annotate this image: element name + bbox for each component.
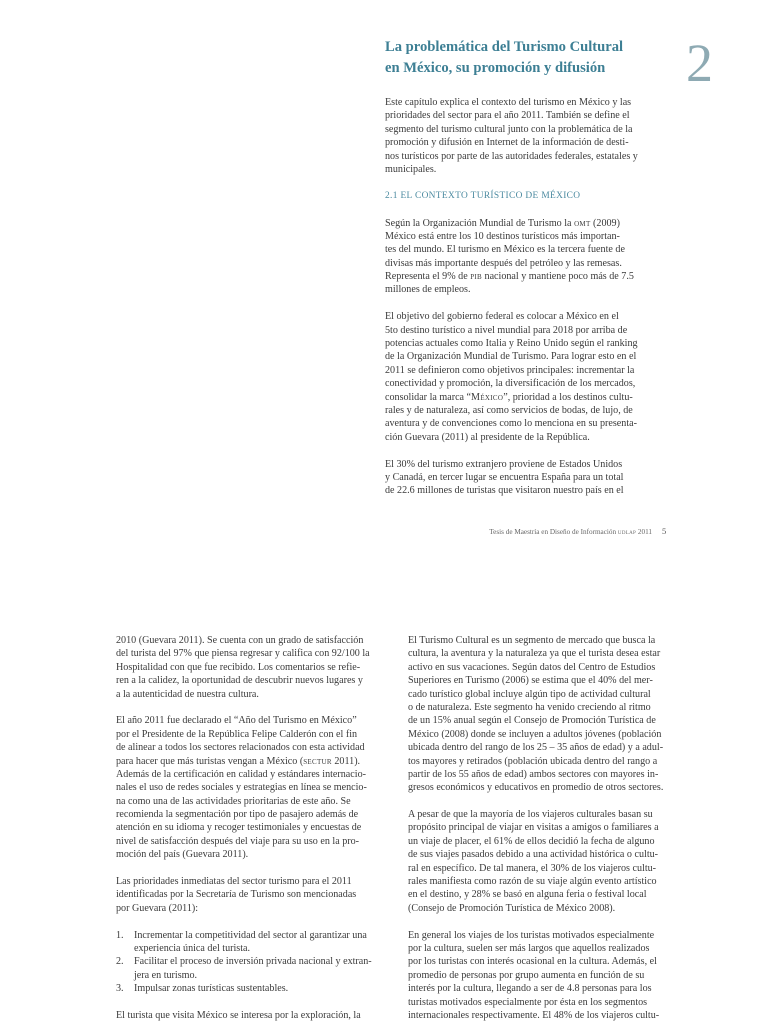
text-line: México está entre los 10 destinos turísticos más importan-	[385, 230, 620, 242]
text-line: por Guevara (2011):	[116, 902, 199, 914]
text-line: México (2008) donde se incluyen a adultos jóvenes (población	[408, 728, 662, 740]
text-line: nivel de satisfacción después del viaje para su uso en la pro-	[116, 835, 360, 847]
paragraph	[385, 310, 665, 444]
text-line: jera en turismo.	[134, 969, 198, 981]
paragraph	[116, 1009, 396, 1022]
text-line: 5to destino turístico a nivel mundial para 2018 por arriba de	[385, 324, 628, 336]
text-line: segmento del turismo cultural junto con la problemática de la	[385, 123, 633, 135]
text-line: ubicada dentro del rango de los 25 – 35 años de edad) y a adul-	[408, 742, 664, 754]
footer-year: 2011	[636, 528, 652, 536]
text-line: municipales.	[385, 163, 437, 175]
text-line: El año 2011 fue declarado el “Año del Turismo en México”	[116, 715, 357, 727]
text-line: de sus viajes pasados debido a una actividad histórica o cultu-	[408, 849, 659, 861]
text-line: ren a la calidez, la oportunidad de descubrir nuevos lugares y	[116, 675, 363, 687]
text-segment: nacional y mantiene poco más de 7.5	[482, 271, 634, 283]
text-line: de la Organización Mundial de Turismo. Para lograr esto en el	[385, 351, 637, 363]
text-line: divisas más importante después del petróleo y las remesas.	[385, 257, 622, 269]
text-line: Además de la certificación en calidad y estándares internacio-	[116, 768, 366, 780]
text-line: a la autenticidad de nuestra cultura.	[116, 688, 259, 700]
list-item-number: 3.	[116, 983, 124, 995]
small-caps-abbreviation: sectur	[303, 755, 332, 767]
text-line: Hospitalidad con que fue recibido. Los comentarios se refie-	[116, 661, 361, 673]
text-line: Este capítulo explica el contexto del turismo en México y las	[385, 97, 632, 108]
text-line: del turista del 97% que piensa regresar y califica con 92/100 la	[116, 648, 370, 660]
text-line: Facilitar el proceso de inversión privada nacional y extran-	[134, 956, 372, 968]
text-line: El turista que visita México se interesa por la exploración, la	[116, 1009, 361, 1021]
page-6-right-column	[408, 634, 688, 1022]
text-line: Superiores en Turismo (2006) se estima que el 40% del mer-	[408, 675, 653, 687]
text-line: gresos económicos y educativos en promedio de otros sectores.	[408, 782, 664, 794]
text-line: internacionales respectivamente. El 48% de los viajeros cultu-	[408, 1009, 660, 1021]
text-line: de 22.6 millones de turistas que visitaron nuestro país en el	[385, 485, 624, 497]
list-item-number: 2.	[116, 956, 124, 968]
text-segment: 2011).	[331, 755, 361, 767]
text-segment: para hacer que más turistas vengan a México (	[116, 755, 304, 767]
list-item-text	[134, 929, 367, 956]
text-line: moción del país (Guevara 2011).	[116, 849, 249, 861]
text-line: tos mayores y retirados (población ubicada dentro del rango a	[408, 755, 658, 767]
text-line	[385, 217, 665, 230]
text-line: un viaje de placer, el 61% de ellos decidió la fecha de alguno	[408, 835, 655, 847]
text-line: de un 15% anual según el Consejo de Promoción Turística de	[408, 715, 656, 727]
text-line: partir de los 55 años de edad) ambos sectores con mayores in-	[408, 768, 659, 780]
text-line: En general los viajes de los turistas motivados especialmente	[408, 929, 655, 941]
text-line	[116, 755, 396, 768]
page-5-text-column	[385, 96, 665, 498]
text-line: en el destino, y 28% se basó en alguna feria o festival local	[408, 889, 647, 901]
small-caps-abbreviation: México	[471, 391, 504, 403]
text-segment: Según la Organización Mundial de Turismo la	[385, 217, 575, 229]
text-line: aventura y de convenciones como lo menciona en su presenta-	[385, 418, 637, 430]
list-item	[116, 929, 396, 956]
text-line: rales manifiesta como razón de su viaje algún evento artístico	[408, 876, 657, 888]
text-line: nales el uso de redes sociales y estrategias en línea se mencio-	[116, 782, 367, 794]
footer-university: udlap	[617, 528, 637, 536]
text-line: rales y de naturaleza, así como servicios de bodas, de lujo, de	[385, 404, 633, 416]
text-line: interés por la cultura, llegando a ser de 4.8 personas para los	[408, 983, 652, 995]
text-line: El objetivo del gobierno federal es colocar a México en el	[385, 311, 619, 323]
text-line: nos turísticos por parte de las autoridades federales, estatales y	[385, 150, 638, 162]
paragraph	[385, 458, 665, 498]
chapter-title	[385, 37, 623, 79]
page-6	[0, 560, 768, 1024]
text-line: prioridades del sector para el año 2011. También se define el	[385, 110, 630, 122]
small-caps-abbreviation: omt	[574, 217, 591, 229]
list-item	[116, 955, 396, 982]
text-line: 2011 se definieron como objetivos principales: incrementar la	[385, 364, 635, 376]
text-line: atención en su idioma y recoger testimoniales y encuestas de	[116, 822, 362, 834]
text-line	[385, 391, 665, 404]
small-caps-abbreviation: pib	[470, 271, 482, 283]
page-6-left-column	[116, 634, 396, 1022]
text-segment: ”, prioridad a los destinos cultu-	[503, 391, 633, 403]
text-line: Las prioridades inmediatas del sector turismo para el 2011	[116, 876, 352, 888]
section-heading: 2.1 EL CONTEXTO TURÍSTICO DE MÉXICO	[385, 190, 581, 201]
list-item-number: 1.	[116, 929, 124, 941]
page-footer	[489, 527, 652, 537]
paragraph	[385, 96, 665, 176]
text-line: millones de empleos.	[385, 284, 471, 296]
text-line: por los turistas con interés ocasional en la cultura. Además, el	[408, 956, 657, 968]
paragraph	[116, 875, 396, 915]
page-number: 5	[662, 526, 667, 536]
text-line: ción Guevara (2011) al presidente de la República.	[385, 431, 590, 443]
text-line: promoción y difusión en Internet de la información de desti-	[385, 137, 629, 149]
text-line: y Canadá, en tercer lugar se encuentra España para un total	[385, 471, 624, 483]
text-line: promedio de personas por grupo aumenta en función de su	[408, 969, 645, 981]
text-line: conectividad y promoción, la diversificación de los mercados,	[385, 378, 636, 390]
list-item-text	[134, 982, 288, 995]
text-line: cultura, la aventura y la naturaleza ya que el turista desea estar	[408, 648, 661, 660]
paragraph	[116, 714, 396, 861]
text-line: 2010 (Guevara 2011). Se cuenta con un grado de satisfacción	[116, 635, 364, 646]
text-line: tes del mundo. El turismo en México es la tercera fuente de	[385, 244, 625, 256]
text-segment: (2009)	[590, 217, 620, 229]
text-line: turistas motivados especialmente por ésta en los segmentos	[408, 996, 648, 1008]
list-item	[116, 982, 396, 995]
text-line: identificadas por la Secretaría de Turismo son mencionadas	[116, 889, 357, 901]
list-item-text	[134, 955, 372, 982]
text-line: propósito principal de viajar en visitas a amigos o familiares a	[408, 822, 659, 834]
text-segment: Representa el 9% de	[385, 271, 471, 283]
text-line: A pesar de que la mayoría de los viajeros culturales basan su	[408, 809, 653, 821]
text-line: El Turismo Cultural es un segmento de mercado que busca la	[408, 635, 656, 646]
text-line: recomienda la segmentación por tipo de pasajero además de	[116, 809, 359, 821]
text-segment: consolidar la marca “	[385, 391, 472, 403]
text-line: Impulsar zonas turísticas sustentables.	[134, 983, 289, 995]
paragraph	[408, 634, 688, 795]
text-line: activo en sus vacaciones. Según datos del Centro de Estudios	[408, 661, 656, 673]
text-line: potencias actuales como Italia y Reino Unido según el ranking	[385, 338, 638, 350]
numbered-list	[116, 929, 396, 996]
text-line: por la cultura, suelen ser más largos que aquellos realizados	[408, 942, 650, 954]
paragraph	[116, 634, 396, 701]
text-line: por el Presidente de la República Felipe Calderón con el fin	[116, 728, 358, 740]
text-line	[385, 270, 665, 283]
text-line: de alinear a todos los sectores relacionados con esta actividad	[116, 742, 365, 754]
text-line: experiencia única del turista.	[134, 942, 251, 954]
chapter-number: 2	[686, 33, 713, 93]
paragraph	[385, 217, 665, 297]
text-line: El 30% del turismo extranjero proviene de Estados Unidos	[385, 458, 623, 470]
text-line: na como una de las actividades prioritarias de este año. Se	[116, 795, 351, 807]
text-line: (Consejo de Promoción Turística de México 2008).	[408, 902, 616, 914]
paragraph	[408, 808, 688, 915]
chapter-title-line: en México, su promoción y difusión	[385, 60, 606, 76]
paragraph	[408, 929, 688, 1023]
footer-thesis-title: Tesis de Maestría en Diseño de Información	[489, 528, 618, 536]
text-line: o de naturaleza. Este segmento ha venido creciendo al ritmo	[408, 701, 651, 713]
text-line: cado turístico global incluye algún tipo de actividad cultural	[408, 688, 651, 700]
chapter-title-line: La problemática del Turismo Cultural	[385, 39, 624, 55]
text-line: ral en específico. De tal manera, el 30% de los viajeros cultu-	[408, 862, 657, 874]
text-line: Incrementar la competitividad del sector al garantizar una	[134, 929, 367, 941]
